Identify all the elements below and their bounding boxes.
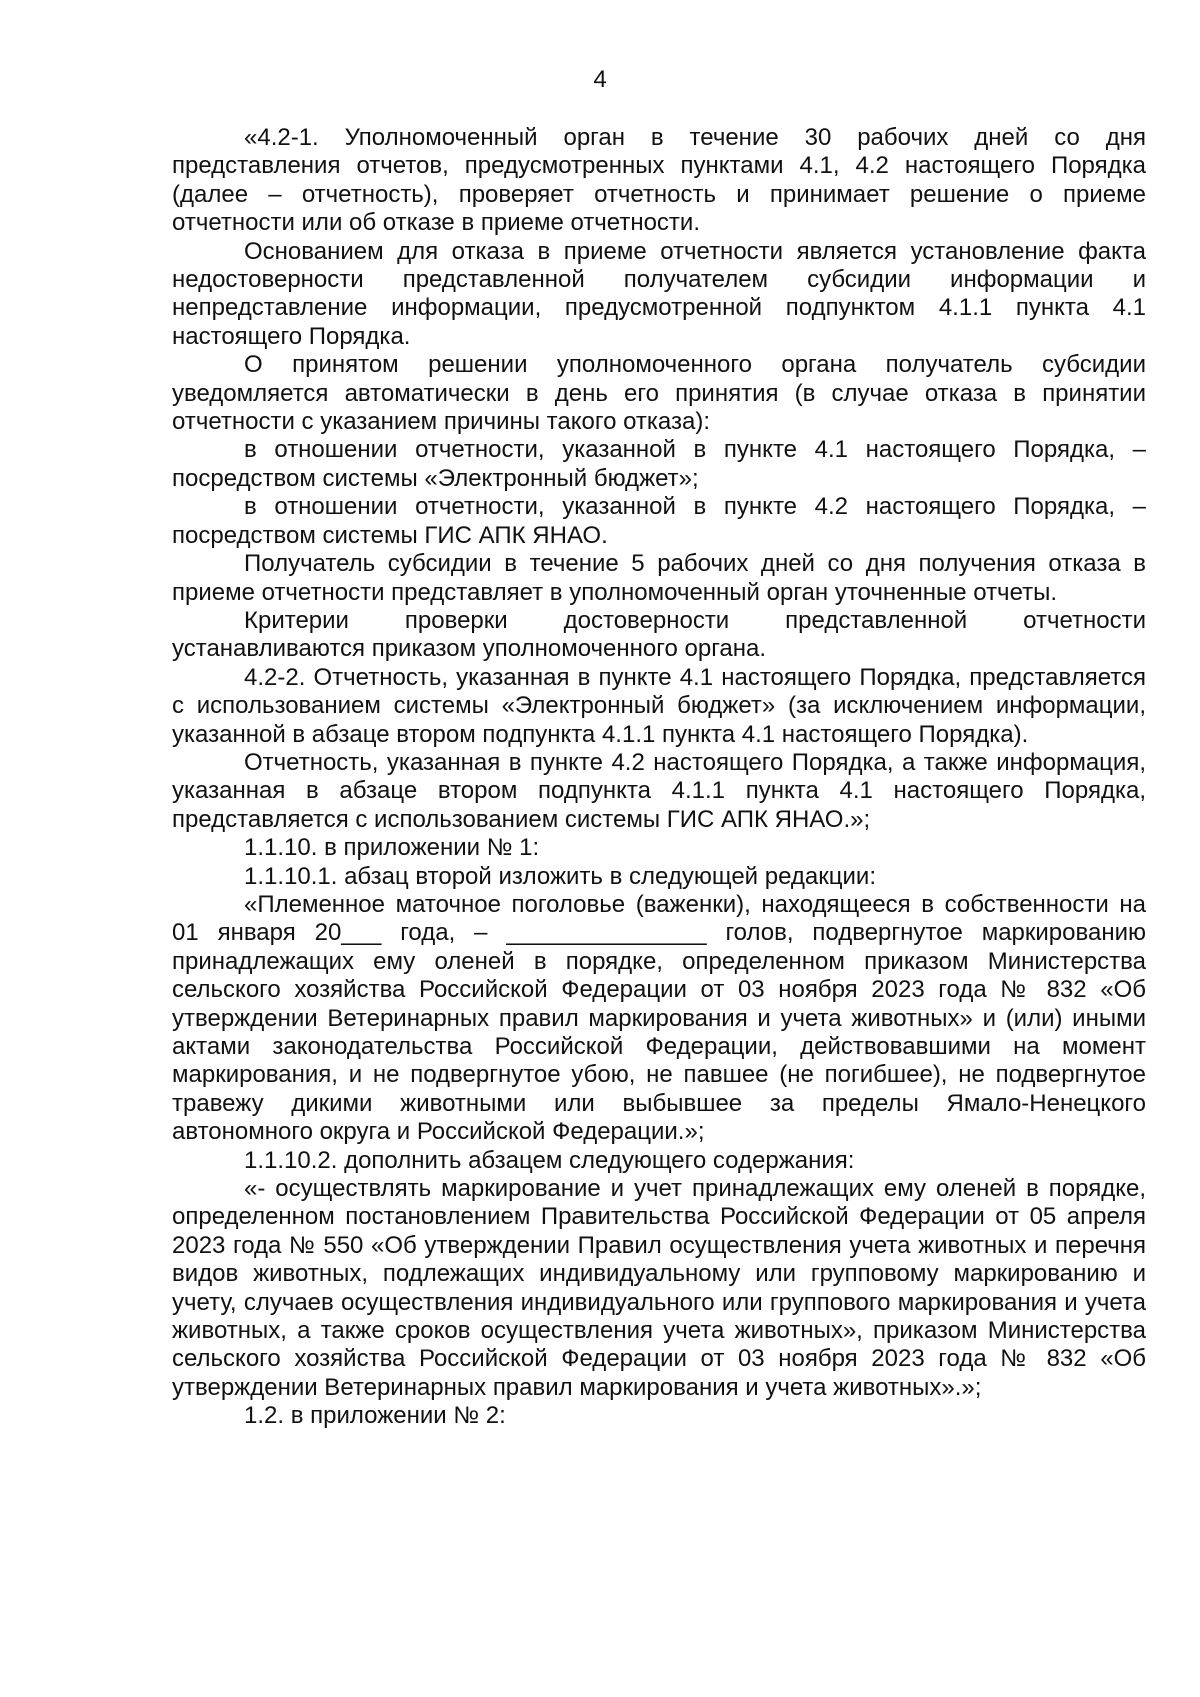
paragraph-4-2-2: 4.2-2. Отчетность, указанная в пункте 4.1 настоящего Порядка, представляется с использованием системы «Электронный бюджет» (за исключением информации, указанной в абзаце втором подпункта 4.1.1 пункта 4.1 настоящего Порядка). bbox=[172, 663, 1146, 748]
paragraph-1-2: 1.2. в приложении № 2: bbox=[244, 1402, 506, 1430]
paragraph-notification-4-2: в отношении отчетности, указанной в пункте 4.2 настоящего Порядка, – посредством системы ГИС АПК ЯНАО. bbox=[172, 493, 1146, 549]
paragraph-1-1-10-1: 1.1.10.1. абзац второй изложить в следующей редакции: bbox=[244, 862, 876, 890]
paragraph-criteria: Критерии проверки достоверности представленной отчетности устанавливаются приказом уполномоченного органа. bbox=[172, 606, 1146, 663]
paragraph-notification: О принятом решении уполномоченного органа получатель субсидии уведомляется автоматически в день его принятия (в случае отказа в принятии отчетности с указанием причины такого отказа): bbox=[172, 351, 1146, 436]
paragraph-breeding-stock: «Племенное маточное поголовье (важенки), находящееся в собственности на 01 января 20___ года, – _______________ голов, подвергнутое маркированию принадлежащих ему оленей в порядке, определенном приказом Министерства сельского хозяйства Российской Федерации от 03 ноября 2023 года № 832 «Об утверждении Ветеринарных правил маркирования и учета животных» и (или) иными актами законодательства Российской Федерации, действовавшими на момент маркирования, и не подвергнутое убою, не павшее (не погибшее), не подвергнутое травежу дикими животными или выбывшее за пределы Ямало-Ненецкого автономного округа и Российской Федерации.»; bbox=[172, 890, 1146, 1146]
paragraph-1-1-10: 1.1.10. в приложении № 1: bbox=[244, 834, 540, 862]
page-number: 4 bbox=[593, 66, 607, 93]
paragraph-1-1-10-2: 1.1.10.2. дополнить абзацем следующего содержания: bbox=[244, 1146, 855, 1174]
document-body bbox=[172, 124, 1146, 1431]
paragraph-4-2-1: «4.2-1. Уполномоченный орган в течение 30 рабочих дней со дня представления отчетов, предусмотренных пунктами 4.1, 4.2 настоящего Порядка (далее – отчетность), проверяет отчетность и принимает решение о приеме отчетности или об отказе в приеме отчетности. bbox=[172, 124, 1146, 237]
paragraph-notification-4-1: в отношении отчетности, указанной в пункте 4.1 настоящего Порядка, – посредством системы «Электронный бюджет»; bbox=[172, 436, 1146, 492]
paragraph-corrected-reports: Получатель субсидии в течение 5 рабочих дней со дня получения отказа в приеме отчетности представляет в уполномоченный орган уточненные отчеты. bbox=[172, 550, 1146, 606]
paragraph-reporting-gis: Отчетность, указанная в пункте 4.2 настоящего Порядка, а также информация, указанная в абзаце втором подпункта 4.1.1 пункта 4.1 настоящего Порядка, представляется с использованием системы ГИС АПК ЯНАО.»; bbox=[172, 748, 1146, 833]
paragraph-marking-obligation: «- осуществлять маркирование и учет принадлежащих ему оленей в порядке, определенном постановлением Правительства Российской Федерации от 05 апреля 2023 года № 550 «Об утверждении Правил осуществления учета животных и перечня видов животных, подлежащих индивидуальному или групповому маркированию и учету, случаев осуществления индивидуального или группового маркирования и учета животных, а также сроков осуществления учета животных», приказом Министерства сельского хозяйства Российской Федерации от 03 ноября 2023 года № 832 «Об утверждении Ветеринарных правил маркирования и учета животных».»; bbox=[172, 1175, 1146, 1401]
paragraph-refusal-grounds: Основанием для отказа в приеме отчетности является установление факта недостоверности представленной получателем субсидии информации и непредставление информации, предусмотренной подпунктом 4.1.1 пункта 4.1 настоящего Порядка. bbox=[172, 237, 1146, 350]
